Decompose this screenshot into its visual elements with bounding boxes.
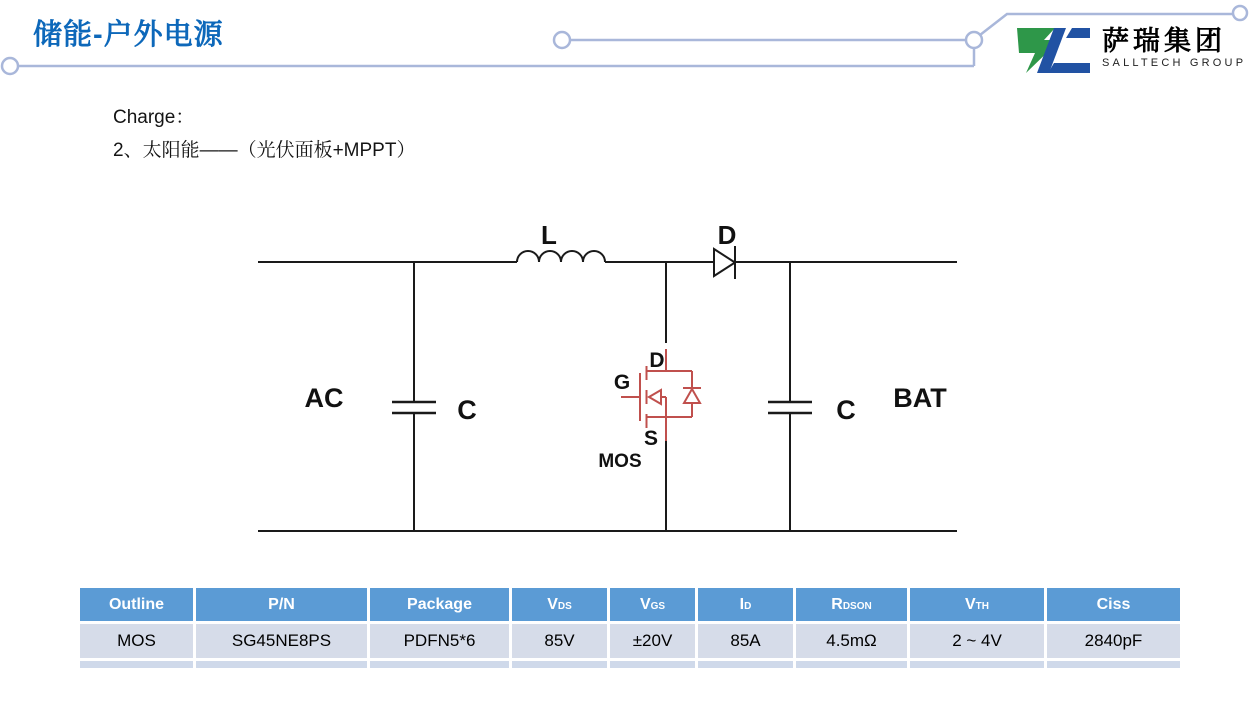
label-mos-name: MOS [598, 451, 642, 472]
stripe-cell [80, 661, 196, 668]
table-cell: ±20V [610, 624, 698, 658]
header-cell-vth [910, 588, 1047, 621]
header-cell-outline [80, 588, 196, 621]
label-ac: AC [304, 383, 344, 413]
header-cell-vgs [610, 588, 698, 621]
label-mos-gate: G [613, 371, 631, 394]
table-data-row [80, 624, 1180, 658]
diode-triangle [714, 249, 735, 276]
logo-english-name: SALLTECH GROUP [1102, 57, 1247, 69]
table-cell: 2840pF [1047, 624, 1180, 658]
company-logo [1016, 26, 1246, 74]
header-cell-pn [196, 588, 370, 621]
logo-text [1102, 26, 1246, 70]
charge-label: Charge： [113, 107, 195, 128]
table-cell: 85V [512, 624, 610, 658]
header-cell-id [698, 588, 796, 621]
header-sub: DS [557, 601, 572, 612]
logo-blue-top [1066, 28, 1090, 38]
table-cell: PDFN5*6 [370, 624, 512, 658]
diode-symbol [714, 246, 735, 279]
mosfet-arrow [649, 390, 661, 404]
label-bat: BAT [893, 383, 947, 413]
deco-circle-right [1233, 6, 1247, 20]
capacitor-symbol-left [392, 402, 436, 413]
header-cell-vds [512, 588, 610, 621]
table-cell: 2 ~ 4V [910, 624, 1047, 658]
header-sub: D [744, 601, 752, 612]
header-label: Ciss [1096, 595, 1131, 613]
deco-circle-mid [554, 32, 570, 48]
page-title: 储能-户外电源 [33, 19, 224, 51]
inductor-symbol [517, 251, 605, 262]
deco-circle-left [2, 58, 18, 74]
stripe-cell [370, 661, 512, 668]
logo-chinese-name: 萨瑞集团 [1102, 26, 1226, 56]
stripe-cell [1047, 661, 1180, 668]
label-cap-left: C [457, 395, 477, 425]
circuit-diagram [250, 190, 970, 550]
table-bottom-stripe [80, 661, 1180, 668]
label-cap-right: C [836, 395, 856, 425]
header-label: V [964, 595, 976, 613]
header-cell-ciss [1047, 588, 1180, 621]
header-label: R [831, 595, 843, 613]
solar-item-line: 2、太阳能——（光伏面板+MPPT） [113, 140, 416, 161]
header-label: Package [407, 595, 472, 613]
label-diode: D [717, 220, 737, 250]
capacitor-symbol-right [768, 402, 812, 413]
header-sub: TH [975, 601, 989, 612]
table-cell: 4.5mΩ [796, 624, 910, 658]
header-sub: DSON [842, 601, 872, 612]
stripe-cell [196, 661, 370, 668]
circuit-wires [258, 251, 957, 531]
stripe-cell [910, 661, 1047, 668]
charge-text-block [113, 101, 415, 167]
deco-circle-junction [966, 32, 982, 48]
header-sub: GS [650, 601, 666, 612]
label-mos-source: S [643, 427, 659, 450]
logo-blue-bottom [1048, 63, 1090, 73]
stripe-cell [698, 661, 796, 668]
stripe-cell [512, 661, 610, 668]
table-cell: SG45NE8PS [196, 624, 370, 658]
header-label: V [547, 595, 558, 613]
stripe-cell [610, 661, 698, 668]
body-diode-triangle [684, 389, 700, 403]
label-mos-drain: D [649, 349, 665, 372]
table-header-row [80, 588, 1180, 621]
label-inductor: L [541, 220, 557, 250]
header-label: I [739, 595, 745, 613]
header-cell-rdson [796, 588, 910, 621]
header-label: Outline [108, 595, 165, 613]
mos-spec-table [80, 588, 1180, 668]
header-cell-package [370, 588, 512, 621]
header-label: V [639, 595, 651, 613]
stripe-cell [796, 661, 910, 668]
table-cell: 85A [698, 624, 796, 658]
header-label: P/N [268, 595, 295, 613]
table-cell: MOS [80, 624, 196, 658]
company-logo-icon [1016, 26, 1092, 74]
